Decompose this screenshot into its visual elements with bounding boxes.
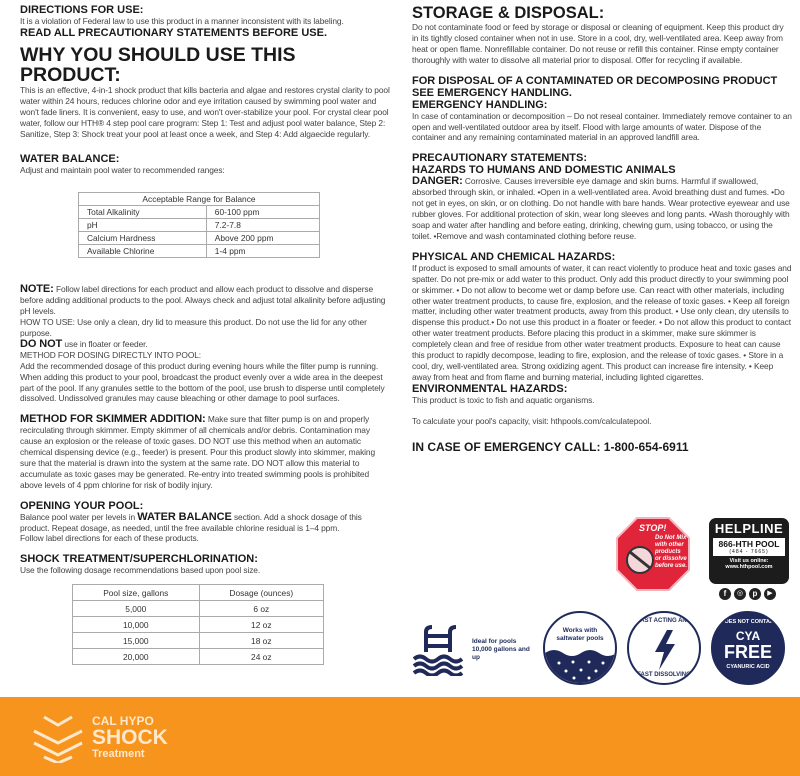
- precaution-title: PRECAUTIONARY STATEMENTS:: [412, 152, 587, 165]
- table-cell: 10,000: [73, 617, 200, 633]
- stop-sign: [615, 516, 691, 592]
- directions-title: DIRECTIONS FOR USE:: [20, 4, 144, 16]
- how-to-use: HOW TO USE: Use only a clean, dry lid to measure this product. Do not use the lid for any other purpose.: [20, 317, 367, 338]
- table-cell: Calcium Hardness: [79, 232, 207, 245]
- read-all-statement: READ ALL PRECAUTIONARY STATEMENTS BEFORE USE.: [20, 26, 328, 39]
- table-row: [73, 633, 324, 649]
- shock-title: SHOCK TREATMENT/SUPERCHLORINATION:: [20, 553, 258, 566]
- skimmer-text: Make sure that filter pump is on and properly recirculating through skimmer. Empty skimmer of all chemicals and/or debris. Contamination may cause an explosion or the release of toxic gases. DO NOT use this method when an automatic chemical dispensing device (e.g., feeder) is present. Pour this product slowly into skimmer, making sure that the material is drawn into the system at the same rate. DO NOT allow this material to accumulate as toxic gases may be generated. Re-entry into treated swimming pools is prohibited above levels of 4 ppm chlorine for risk of bodily injury.: [20, 414, 376, 490]
- lightning-bolt-icon: [653, 630, 677, 670]
- danger-label: DANGER:: [412, 175, 463, 188]
- table-row: [73, 617, 324, 633]
- stop-text: Do Not Mix with other products or dissolve before use.: [655, 535, 688, 569]
- cya-free-badge: [711, 611, 785, 685]
- calculate-capacity: To calculate your pool's capacity, visit: hthpools.com/calculatepool.: [412, 415, 652, 426]
- table-cell: 12 oz: [199, 617, 323, 633]
- opening-pre: Balance pool water per levels in: [20, 511, 136, 522]
- note-text: Follow label directions for each product and allow each product to dissolve and disperse before adding additional products to the pool. Always check and adjust total alkalinity before adjusting pH levels.: [20, 284, 386, 317]
- helpline-visit: Visit us online:: [729, 558, 769, 564]
- table-header-row: [73, 585, 324, 601]
- table-row: [79, 232, 320, 245]
- brand-band: [0, 697, 800, 776]
- table-cell: Total Alkalinity: [79, 206, 207, 219]
- table-cell: 18 oz: [199, 633, 323, 649]
- table-row: [79, 245, 320, 258]
- emergency-handling-text: In case of contamination or decomposition – Do not reseal container. Immediately remove container to an open and well-ventilated outdoor area by itself. Flood with large amounts of water. Dispose of the container and any remaining contaminated material in an approved landfill area.: [412, 110, 792, 143]
- helpline-title: HELPLINE: [714, 521, 784, 536]
- table-cell: 24 oz: [199, 649, 323, 665]
- table-row: [73, 601, 324, 617]
- opening-ref: WATER BALANCE: [137, 510, 232, 523]
- facebook-icon[interactable]: f: [719, 588, 731, 600]
- table-cell: Available Chlorine: [79, 245, 207, 258]
- brand-line1: CAL HYPO: [92, 714, 154, 728]
- storage-title: STORAGE & DISPOSAL:: [412, 4, 605, 22]
- directions-text: It is a violation of Federal law to use this product in a manner inconsistent with its labeling.: [20, 16, 344, 26]
- fast-acting-badge: [627, 611, 701, 685]
- table-row: [79, 219, 320, 232]
- table-cell: 6 oz: [199, 601, 323, 617]
- disposal-title: FOR DISPOSAL OF A CONTAMINATED OR DECOMPOSING PRODUCT SEE EMERGENCY HANDLING.: [412, 74, 778, 99]
- table-row: [79, 206, 320, 219]
- table-cell: 20,000: [73, 649, 200, 665]
- do-not-label: DO NOT: [20, 337, 63, 350]
- storage-text: Do not contaminate food or feed by storage or disposal or cleaning of equipment. Keep this product dry in its tightly closed container when not in use. Store in a cool, dry, well-ventilated area. Keep away from heat or open flame. Nonrefillable container. Do not reuse or refill this container. Rinse empty container thoroughly with water to dissolve all material prior to disposal. Offer for recycling if available.: [412, 22, 784, 65]
- brand-line3: Treatment: [92, 748, 145, 760]
- table-cell: 7.2-7.8: [206, 219, 319, 232]
- table-cell: Above 200 ppm: [206, 232, 319, 245]
- do-not-text: use in floater or feeder.: [64, 338, 148, 349]
- opening-text: [20, 512, 392, 534]
- danger-text: Corrosive. Causes irreversible eye damage and skin burns. Harmful if swallowed, absorbed through skin, or inhaled. •Open in a well-ventilated area. Avoid breathing dust and fumes. •Do not get in eyes, on skin, or on clothing. Do not handle with bare hands. Wear protective eyewear and use rubber gloves. For additional protection of skin, wear long sleeves and long pants. •Wash thoroughly with soap and water after handling and before eating, drinking, chewing gum, using tobacco, or using the toilet. •Remove and wash contaminated clothing before reuse.: [412, 176, 790, 241]
- note-label: NOTE:: [20, 283, 54, 296]
- table-header: Pool size, gallons: [73, 585, 200, 601]
- table-header: Dosage (ounces): [199, 585, 323, 601]
- dosing-title: METHOD FOR DOSING DIRECTLY INTO POOL:: [20, 349, 202, 360]
- emergency-handling-title: EMERGENCY HANDLING:: [412, 98, 548, 111]
- balance-table-header: Acceptable Range for Balance: [79, 193, 320, 206]
- youtube-icon[interactable]: ▶: [764, 588, 776, 600]
- pool-size-text: Ideal for pools 10,000 gallons and up: [472, 638, 530, 661]
- why-title: WHY YOU SHOULD USE THIS PRODUCT:: [20, 43, 296, 86]
- balance-table: [78, 192, 320, 258]
- social-icons: [719, 588, 776, 600]
- pool-ladder-icon: [412, 624, 466, 676]
- danger-paragraph: [412, 176, 792, 241]
- helpline-digits: (484 - 7665): [729, 549, 769, 555]
- stop-title: STOP!: [639, 523, 667, 533]
- why-text: This is an effective, 4-in-1 shock product that kills bacteria and algae and restores crystal clarity to pool water within 24 hours, reduces chlorine odor and eye irritation caused by swimming pool water and won't fade liners. It is convenient, easy to use, and won't over-stabilize your pool. For crystal clear pool water, follow our HTH® 4 step pool care program: Step 1: Test and adjust pool water balance, Step 2: Sanitize, Step 3: Shock treat your pool at least once a week, and Step 4: Add algaecide regularly.: [20, 84, 390, 139]
- cya-bottom-text: CYANURIC ACID: [726, 664, 770, 670]
- helpline-number: 866-HTH POOL: [718, 539, 780, 549]
- instagram-icon[interactable]: ◎: [734, 588, 746, 600]
- brand-name: [92, 714, 168, 760]
- do-not-paragraph: [20, 339, 392, 350]
- helpline-url: www.hthpool.com: [725, 564, 773, 570]
- env-hazards-text: This product is toxic to fish and aquatic organisms.: [412, 394, 595, 405]
- skimmer-paragraph: [20, 414, 392, 490]
- cya-text: CYA: [735, 629, 761, 643]
- helpline-badge: [709, 518, 789, 584]
- fast-top-text: FAST ACTING AND: [636, 618, 692, 624]
- cya-free-text: FREE: [723, 642, 772, 662]
- dosage-table: [72, 584, 324, 665]
- emergency-call: IN CASE OF EMERGENCY CALL: 1-800-654-6911: [412, 439, 689, 454]
- shock-text: Use the following dosage recommendations based upon pool size.: [20, 565, 261, 576]
- fast-bottom-text: FAST DISSOLVING: [637, 672, 691, 678]
- saltwater-text: Works with saltwater pools: [556, 627, 604, 642]
- opening-follow: Follow label directions for each of these products.: [20, 533, 199, 544]
- chevron-logo-icon: [32, 713, 84, 763]
- brand-line2: SHOCK: [92, 726, 168, 749]
- left-column: [20, 0, 392, 665]
- env-hazards-title: ENVIRONMENTAL HAZARDS:: [412, 382, 568, 395]
- physical-hazards-text: If product is exposed to small amounts of water, it can react violently to produce heat and toxic gases and spatter. Do not pre-mix or add water to this product. Only add this product directly to your swimming pool or skimmer. • Do not allow to become wet or damp before use. Can react with other materials, including other water treatment products, to cause fire, explosion, and the release of toxic gases. • Keep all foreign matter, including other water treatment products, away from this product. • Use only clean, dry utensils to dispense this product.• Do not use this product in a floater or feeder. • Do not allow this product to contact other water treatment products. Before placing this product in a skimmer, make sure skimmer is completely clean and free of residue from other water treatment products. Exposure to heat can cause this product to rapidly decompose, leading to fire, explosion, and the release of toxic gases. • Store in a cool, dry, well-ventilated area. Strong oxidizing agent. This product can increase fire intensity. • Keep away from heat and from flame and burning material, including lighted cigarettes.: [412, 262, 792, 382]
- water-balance-text: Adjust and maintain pool water to recommended ranges:: [20, 165, 225, 176]
- skimmer-label: METHOD FOR SKIMMER ADDITION:: [20, 413, 206, 426]
- table-cell: 60-100 ppm: [206, 206, 319, 219]
- hazards-title: HAZARDS TO HUMANS AND DOMESTIC ANIMALS: [412, 164, 676, 177]
- right-column: [412, 0, 792, 453]
- opening-title: OPENING YOUR POOL:: [20, 499, 144, 512]
- cya-top-text: DOES NOT CONTAIN: [720, 619, 776, 625]
- table-cell: 5,000: [73, 601, 200, 617]
- saltwater-badge: [543, 611, 617, 685]
- water-dots-icon: [545, 647, 617, 685]
- table-cell: 1-4 ppm: [206, 245, 319, 258]
- table-cell: 15,000: [73, 633, 200, 649]
- opening-post: section. Add a shock dosage of this product. Repeat dosage, as needed, until the free available chlorine residual is 1–4 ppm.: [20, 511, 362, 533]
- pinterest-icon[interactable]: p: [749, 588, 761, 600]
- note-paragraph: [20, 284, 392, 317]
- table-row: [73, 649, 324, 665]
- table-cell: pH: [79, 219, 207, 232]
- dosing-text: Add the recommended dosage of this product during evening hours while the filter pump is running. When adding this product to your pool, broadcast the product evenly over a wide area in the deepest part of the pool. If any granules settle to the bottom of the pool, use brush to disperse until completely dissolved. Undissolved granules may cause bleaching or other damage to pool surfaces.: [20, 360, 385, 404]
- physical-hazards-title: PHYSICAL AND CHEMICAL HAZARDS:: [412, 250, 616, 263]
- water-balance-title: WATER BALANCE:: [20, 153, 120, 166]
